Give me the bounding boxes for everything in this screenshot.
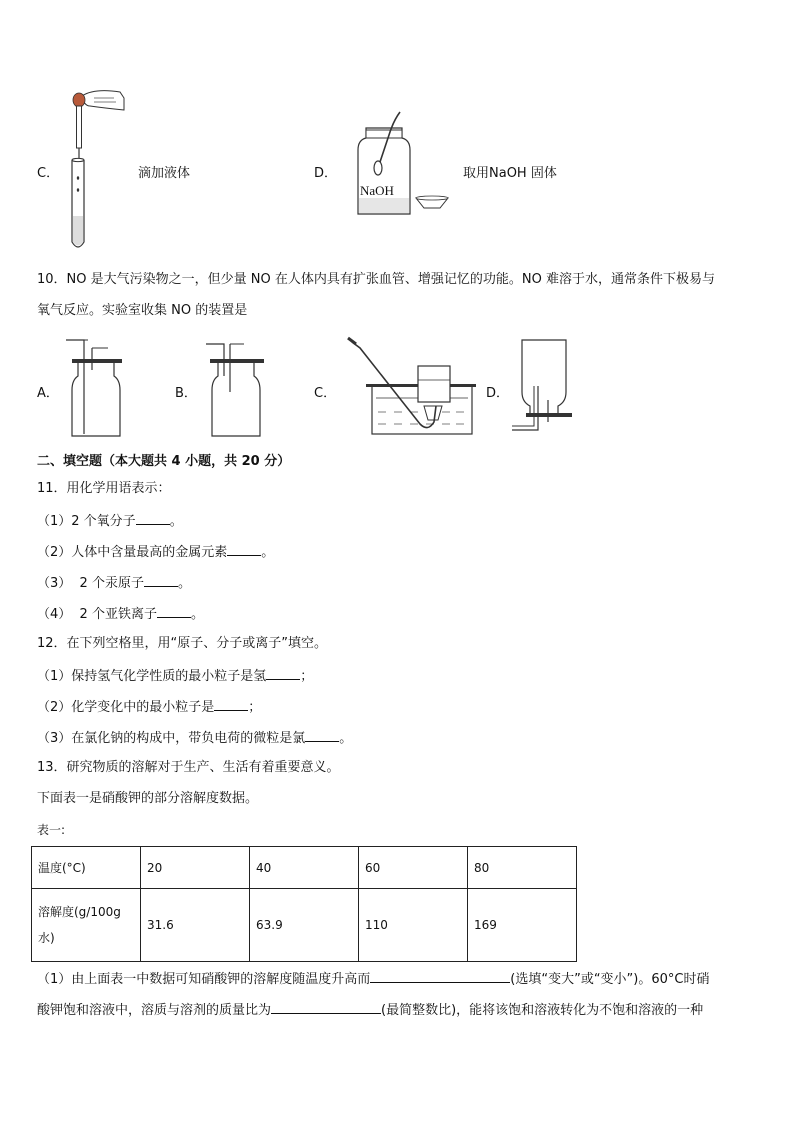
- table-cell: 60: [359, 847, 468, 889]
- table-header-solubility-line2: 水): [38, 931, 55, 945]
- q10-option-c-label: C．: [314, 386, 337, 401]
- table-cell: 63.9: [250, 889, 359, 962]
- q11-item-3-text: （3） 2 个汞原子: [37, 576, 144, 591]
- section-heading: 二、填空题（本大题共 4 小题，共 20 分）: [37, 454, 291, 469]
- q13-sub1-line2-text-b: (最简整数比)，能将该饱和溶液转化为不饱和溶液的一种: [381, 1003, 704, 1018]
- q12-item-3-text: （3）在氯化钠的构成中，带负电荷的微粒是氯: [37, 731, 306, 746]
- q10-option-d-label: D．: [486, 386, 510, 401]
- solubility-table: [31, 846, 577, 962]
- answer-blank[interactable]: [266, 667, 300, 680]
- q12-item-1-end: ；: [300, 669, 314, 684]
- q13-sub1-line1-text-b: (选填“变大”或“变小”)。60°C时硝: [510, 972, 710, 987]
- q13-intro: 下面表一是硝酸钾的部分溶解度数据。: [37, 791, 259, 806]
- table-cell: 40: [250, 847, 359, 889]
- q12-item-1: [37, 667, 313, 685]
- answer-blank[interactable]: [157, 605, 191, 618]
- q12-stem: 12．在下列空格里，用“原子、分子或离子”填空。: [37, 636, 328, 651]
- q10-option-b-label: B．: [175, 386, 197, 401]
- q11-item-1: [37, 512, 183, 530]
- q13-stem: 13．研究物质的溶解对于生产、生活有着重要意义。: [37, 760, 340, 775]
- q13-sub1-line1-text-a: （1）由上面表一中数据可知硝酸钾的溶解度随温度升高而: [37, 972, 371, 987]
- q13-sub1-line2: [37, 1001, 703, 1019]
- gas-bottle-long-tube-illustration: [62, 336, 126, 440]
- table-cell: 110: [359, 889, 468, 962]
- naoh-bottle-label: NaOH: [360, 183, 394, 198]
- q9-option-d-label: D．: [314, 166, 338, 181]
- table-header-solubility: [32, 889, 141, 962]
- q11-item-4-end: 。: [190, 607, 204, 622]
- q12-item-2-end: ；: [248, 700, 262, 715]
- q11-item-4: [37, 605, 204, 623]
- q10-option-a-label: A．: [37, 386, 59, 401]
- q12-item-1-text: （1）保持氢气化学性质的最小粒子是氢: [37, 669, 267, 684]
- table-cell: 169: [468, 889, 577, 962]
- q11-stem: 11．用化学用语表示：: [37, 481, 171, 496]
- table-row: [32, 847, 577, 889]
- answer-blank[interactable]: [136, 512, 170, 525]
- q9-option-c-text: 滴加液体: [138, 166, 191, 181]
- answer-blank[interactable]: [214, 698, 248, 711]
- table-cell: 20: [141, 847, 250, 889]
- naoh-bottle-spoon-illustration: [352, 110, 462, 220]
- q12-item-2: [37, 698, 261, 716]
- answer-blank[interactable]: [144, 574, 178, 587]
- q10-stem-line2: 氧气反应。实验室收集 NO 的装置是: [37, 303, 248, 318]
- inverted-bottle-air-collection-illustration: [508, 336, 574, 440]
- q10-stem-line1: 10．NO 是大气污染物之一，但少量 NO 在人体内具有扩张血管、增强记忆的功能。NO 难溶于水，通常条件下极易与: [37, 272, 715, 287]
- q11-item-2-text: （2）人体中含量最高的金属元素: [37, 545, 228, 560]
- answer-blank[interactable]: [227, 543, 261, 556]
- q11-item-1-end: 。: [169, 514, 183, 529]
- gas-bottle-short-tube-illustration: [200, 336, 266, 440]
- table-header-solubility-line1: 溶解度(g/100g: [38, 905, 121, 919]
- q11-item-1-text: （1）2 个氧分子: [37, 514, 136, 529]
- q12-item-3: [37, 729, 352, 747]
- table-cell: 31.6: [141, 889, 250, 962]
- answer-blank[interactable]: [271, 1001, 381, 1014]
- q11-item-2-end: 。: [261, 545, 275, 560]
- q12-item-2-text: （2）化学变化中的最小粒子是: [37, 700, 215, 715]
- q11-item-2: [37, 543, 274, 561]
- q9-option-c-label: C．: [37, 166, 60, 181]
- table-header-temperature: 温度(°C): [32, 847, 141, 889]
- answer-blank[interactable]: [370, 970, 510, 983]
- q13-sub1-line2-text-a: 酸钾饱和溶液中，溶质与溶剂的质量比为: [37, 1003, 272, 1018]
- q9-option-d-text: 取用NaOH 固体: [463, 166, 557, 181]
- table-row: [32, 889, 577, 962]
- q11-item-4-text: （4） 2 个亚铁离子: [37, 607, 157, 622]
- dropper-into-test-tube-illustration: [60, 86, 130, 252]
- answer-blank[interactable]: [305, 729, 339, 742]
- table-caption: 表一:: [37, 823, 66, 837]
- q11-item-3: [37, 574, 191, 592]
- q12-item-3-end: 。: [339, 731, 353, 746]
- water-trough-collection-illustration: [346, 336, 476, 440]
- q13-sub1-line1: [37, 970, 709, 988]
- q11-item-3-end: 。: [177, 576, 191, 591]
- table-cell: 80: [468, 847, 577, 889]
